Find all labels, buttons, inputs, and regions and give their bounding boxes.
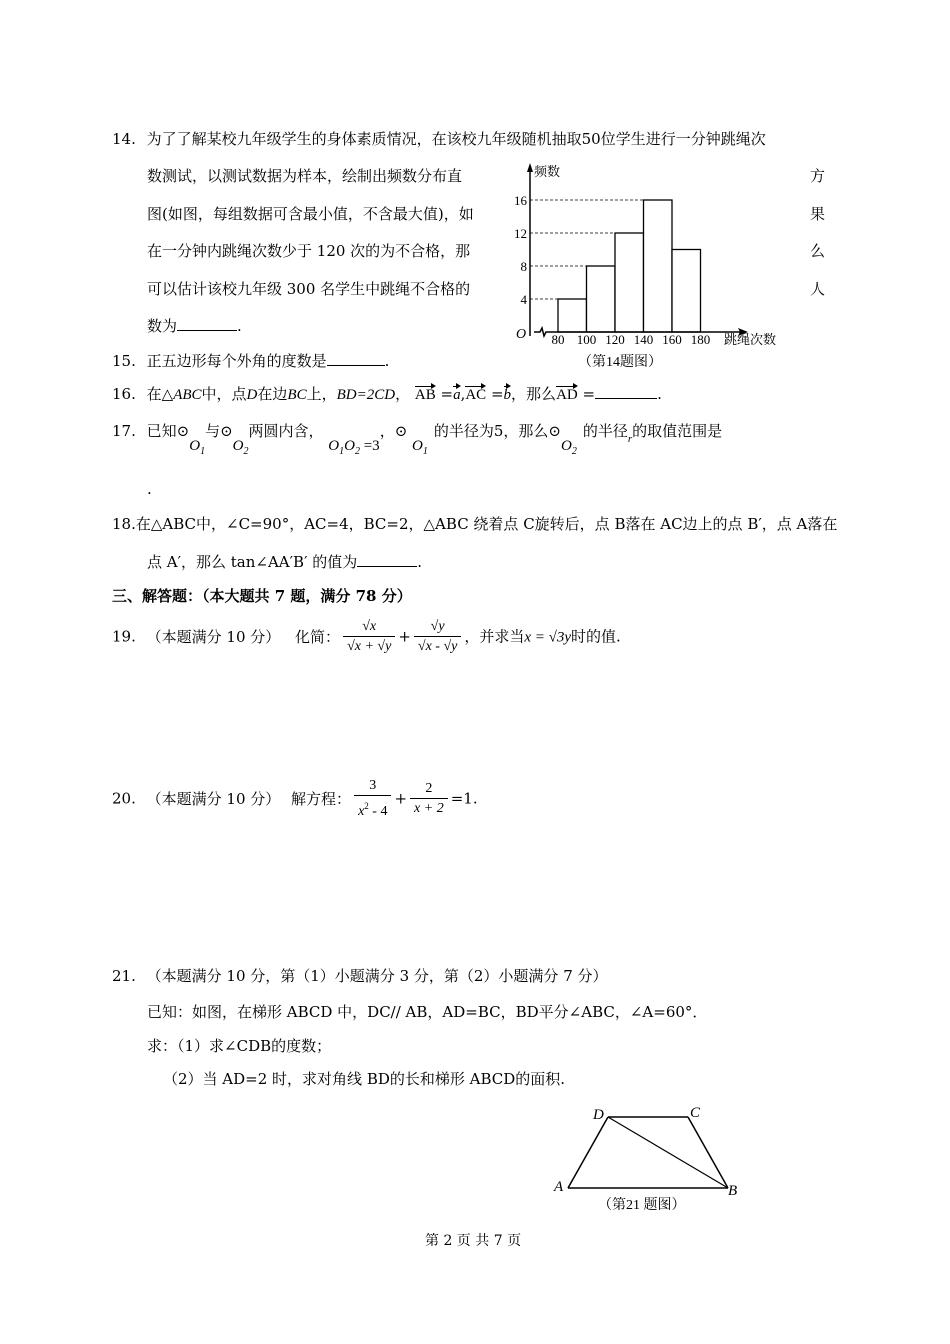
label-c: C xyxy=(690,1105,701,1121)
q17-text: 已知⊙ xyxy=(146,422,190,440)
q19 xyxy=(112,618,621,657)
figure-caption: （第21 题图） xyxy=(598,1198,686,1213)
q16-text: 上， xyxy=(306,385,337,403)
q19-text: ，并求当 xyxy=(464,627,525,646)
q19-number: 19. xyxy=(112,627,136,646)
q16-relation: BD=2CD xyxy=(336,387,396,403)
q19-f2-denominator: √x - √y xyxy=(417,639,458,654)
x-tick-label: 120 xyxy=(605,332,625,347)
side-ad xyxy=(568,1117,608,1188)
q16-vector-ac: AC xyxy=(465,387,487,403)
q16-vector-a: a xyxy=(453,387,461,403)
q17-text: 两圆内含， xyxy=(248,422,324,440)
side-cb xyxy=(688,1117,728,1188)
q17-sub: 2 xyxy=(243,446,249,457)
y-tick-label: 12 xyxy=(514,226,527,241)
q16-vector-b: b xyxy=(503,387,512,403)
q16-end: . xyxy=(657,385,662,403)
q19-plus: + xyxy=(398,627,411,646)
q19-fraction-1 xyxy=(343,618,395,657)
x-tick-label: 180 xyxy=(690,332,711,347)
q17-circle-o1b xyxy=(412,438,428,457)
q21-ask2: （2）当 AD=2 时，求对角线 BD的长和梯形 ABCD的面积. xyxy=(163,1070,566,1088)
q20-f1-numerator: 3 xyxy=(354,777,391,796)
q19-text: 时的值. xyxy=(571,627,621,646)
q19-f2-numerator: √y xyxy=(414,618,461,637)
q20-exponent: 2 xyxy=(364,801,369,811)
q16-equals: = xyxy=(582,385,596,403)
histogram-chart xyxy=(500,158,800,373)
q17-o: O xyxy=(232,438,244,454)
q15-number: 15. xyxy=(112,352,136,370)
q20-score: （本题满分 10 分） xyxy=(146,789,281,808)
q14-line4: 在一分钟内跳绳次数少于 120 次的为不合格，那 xyxy=(147,242,471,260)
x-tick-label: 140 xyxy=(633,332,654,347)
q16-text: 中，点 xyxy=(201,385,247,403)
q16-triangle-abc: ABC xyxy=(173,387,202,403)
q20-f2-denominator: x + 2 xyxy=(414,801,444,816)
q17-text: 与⊙ xyxy=(205,422,233,440)
q14-right-char-1: 果 xyxy=(810,205,826,223)
q16-text: ，那么 xyxy=(511,385,557,403)
q16-equals: = xyxy=(490,385,504,403)
q16-text: ， xyxy=(395,385,411,403)
q14-line3: 图(如图，每组数据可含最小值，不含最大值)，如 xyxy=(147,205,474,223)
q21-header xyxy=(112,965,608,986)
q14-right-char-2: 么 xyxy=(810,242,826,260)
q21-ask1: 求：（1）求∠CDB的度数； xyxy=(147,1037,332,1055)
q17-o: O xyxy=(328,438,340,454)
q20 xyxy=(112,777,478,822)
q19-f1-denominator: √x + √y xyxy=(347,639,392,654)
q14-right-char-0: 方 xyxy=(810,167,826,185)
y-axis-arrow xyxy=(527,163,533,172)
q17-r: r xyxy=(627,433,633,445)
x-axis-label: 跳绳次数 xyxy=(724,332,777,347)
q14-text-1: 为了了解某校九年级学生的身体素质情况，在该校九年级随机抽取50位学生进行一分钟跳绳次 xyxy=(146,130,766,148)
q18-number: 18. xyxy=(112,515,136,533)
label-d: D xyxy=(593,1107,604,1123)
q19-score: （本题满分 10 分） xyxy=(146,627,281,646)
q17-end: . xyxy=(147,480,152,498)
q16-point-d: D xyxy=(246,387,258,403)
q20-label: 解方程： xyxy=(291,789,352,808)
q17-text: ，⊙ xyxy=(379,422,408,440)
q14-line5: 可以估计该校九年级 300 名学生中跳绳不合格的 xyxy=(147,280,471,298)
q15-answer-blank[interactable] xyxy=(327,351,385,366)
q16-answer-blank[interactable] xyxy=(595,384,657,399)
q17-eq: =3 xyxy=(363,438,380,454)
q19-fraction-2 xyxy=(414,618,461,657)
q16-comma: , xyxy=(460,385,466,403)
q20-fraction-2 xyxy=(410,780,448,819)
q15 xyxy=(112,350,389,371)
x-tick-label: 100 xyxy=(576,332,597,347)
q17-sub: 2 xyxy=(354,446,360,457)
origin-label: O xyxy=(516,327,527,342)
q17-sub: 1 xyxy=(200,446,206,457)
q14-end: . xyxy=(237,317,242,335)
q17-text: 的半径 xyxy=(582,422,628,440)
q17-circle-o1 xyxy=(189,438,206,457)
label-a: A xyxy=(554,1179,564,1195)
q20-minus-4: - 4 xyxy=(368,804,388,819)
q14-line1 xyxy=(112,128,766,149)
q16-number: 16. xyxy=(112,385,136,403)
q18-text-1: 在△ABC中，∠C=90°，AC=4，BC=2，△ABC 绕着点 C旋转后，点 B落在 AC边上的点 B′，点 A落在 xyxy=(135,515,838,533)
histogram-bar xyxy=(672,250,701,333)
q16-text: 在边 xyxy=(257,385,288,403)
q16-vector-ad: AD xyxy=(556,387,578,403)
q20-x: x xyxy=(358,804,365,819)
q17-o: O xyxy=(189,438,201,454)
q14-answer-blank[interactable] xyxy=(177,316,237,331)
trapezoid-figure xyxy=(540,1095,760,1220)
q16 xyxy=(112,383,662,404)
q17-o: O xyxy=(344,438,355,454)
q15-end: . xyxy=(384,352,390,370)
q19-condition: x = √3y xyxy=(524,629,572,646)
q17-number: 17. xyxy=(112,422,136,440)
diagonal-bd xyxy=(608,1117,728,1188)
q16-equals: = xyxy=(440,385,454,403)
label-b: B xyxy=(728,1183,738,1199)
q17-text: 的取值范围是 xyxy=(632,422,723,440)
q17-o: O xyxy=(412,438,423,454)
y-tick-label: 4 xyxy=(520,292,527,307)
q17-sub: 1 xyxy=(339,446,345,457)
page-footer: 第 2 页 共 7 页 xyxy=(425,1233,522,1249)
chart-caption: （第14题图） xyxy=(578,355,662,370)
x-tick-label: 80 xyxy=(551,332,565,347)
q19-label: 化简： xyxy=(295,627,341,646)
q17-text: 的半径为5，那么⊙ xyxy=(433,422,562,440)
q14-line2: 数测试，以测试数据为样本，绘制出频数分布直 xyxy=(147,167,463,185)
q16-text: 在△ xyxy=(146,385,174,403)
q16-vector-ab: AB xyxy=(414,387,436,403)
histogram-bar xyxy=(587,266,616,332)
q21-score: （本题满分 10 分，第（1）小题满分 3 分，第（2）小题满分 7 分） xyxy=(146,967,608,985)
q21-number: 21. xyxy=(112,967,136,985)
q17-sub: 1 xyxy=(422,446,428,457)
x-tick-label: 160 xyxy=(662,332,682,347)
q18-line2 xyxy=(147,551,422,572)
y-tick-label: 8 xyxy=(520,259,527,274)
q14-line6-text: 数为 xyxy=(147,317,178,335)
q15-text: 正五边形每个外角的度数是 xyxy=(146,352,327,370)
q20-number: 20. xyxy=(112,789,136,808)
q17-circle-o2 xyxy=(232,438,249,457)
q21-given: 已知：如图，在梯形 ABCD 中，DC// AB，AD=BC，BD平分∠ABC，∠A=60°． xyxy=(147,1003,708,1021)
q17-o: O xyxy=(561,438,572,454)
q20-f1-denominator xyxy=(354,796,391,822)
q19-f1-numerator: √x xyxy=(343,618,395,637)
q18-text-2: 点 A′，那么 tan∠AA′B′ 的值为 xyxy=(147,553,358,571)
q14-number: 14. xyxy=(112,130,136,148)
q14-right-char-3: 人 xyxy=(810,280,826,298)
histogram-bar xyxy=(558,299,587,332)
section-title: 三、解答题：（本大题共 7 题，满分 78 分） xyxy=(112,587,412,605)
histogram-bar xyxy=(644,200,673,332)
q20-f2-numerator: 2 xyxy=(410,780,448,799)
q16-side-bc: BC xyxy=(287,387,307,403)
q18-answer-blank[interactable] xyxy=(357,552,417,567)
q17 xyxy=(112,420,723,457)
q17-circle-o2b xyxy=(561,438,577,457)
q20-plus: + xyxy=(394,789,408,808)
q17-sub: 2 xyxy=(571,446,577,457)
y-axis-label: 频数 xyxy=(534,164,561,179)
q18-line1 xyxy=(112,513,837,534)
q20-tail: =1. xyxy=(450,789,478,808)
histogram-bar xyxy=(615,233,644,332)
y-tick-label: 16 xyxy=(514,193,527,208)
q18-end: . xyxy=(417,553,423,571)
q20-fraction-1 xyxy=(354,777,391,822)
q17-distance xyxy=(328,438,380,457)
q14-line6 xyxy=(147,315,242,336)
